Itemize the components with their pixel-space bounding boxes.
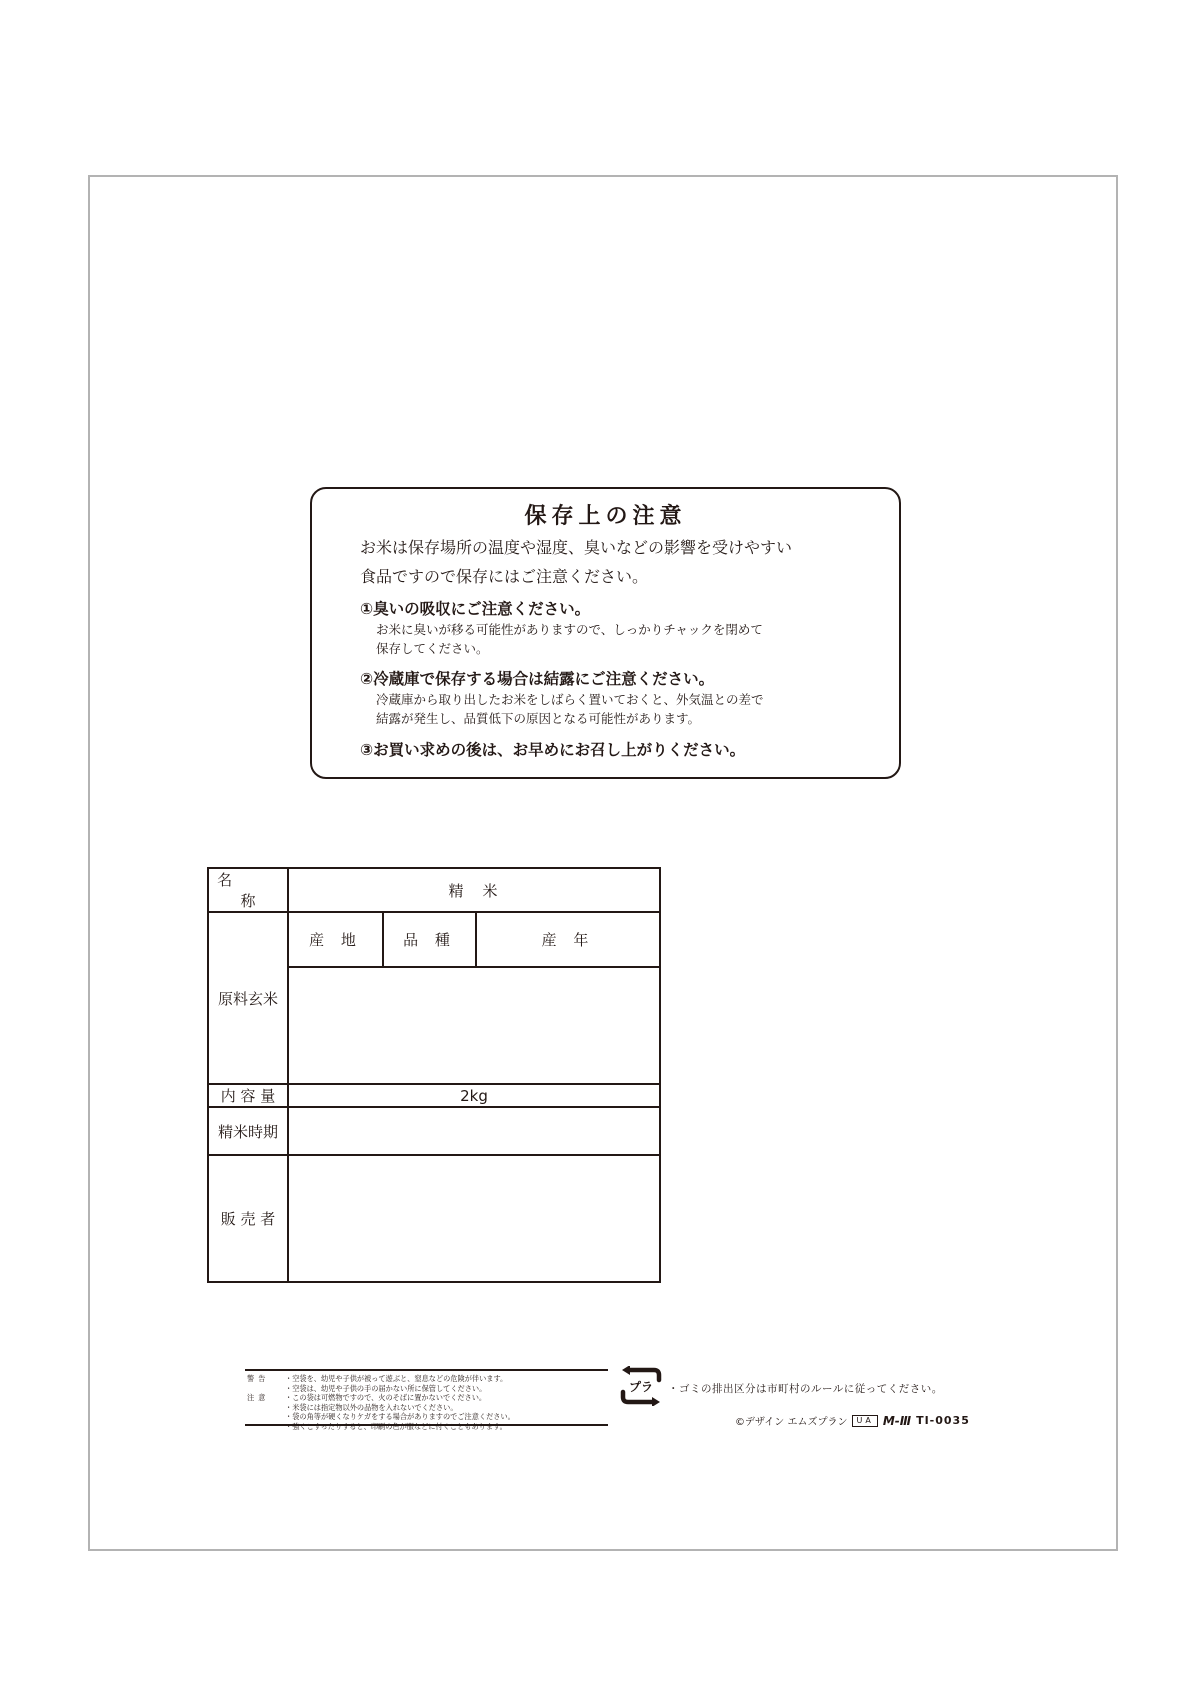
warning-line: ・強くこすったりすると、印刷の色が服などに付くこともあります。 xyxy=(285,1421,507,1431)
storage-notice-title: 保存上の注意 xyxy=(524,504,687,529)
notice-item-heading: ①臭いの吸収にご注意ください。 xyxy=(360,600,591,618)
genmai-column-variety: 品 種 xyxy=(383,913,476,967)
genmai-column-year: 産 年 xyxy=(476,913,659,967)
intro-line: お米は保存場所の温度や湿度、臭いなどの影響を受けやすい xyxy=(360,538,793,557)
name-label-char: 称 xyxy=(240,892,256,910)
design-credit xyxy=(735,1413,970,1428)
notice-item-body: 冷蔵庫から取り出したお米をしばらく置いておくと、外気温との差で xyxy=(376,692,764,707)
rice-label-table xyxy=(207,867,661,1283)
intro-line: 食品ですので保存にはご注意ください。 xyxy=(360,567,649,586)
warning-line: ・空袋を、幼児や子供が被って遊ぶと、窒息などの危険が伴います。 xyxy=(285,1374,508,1383)
warning-line: ・空袋は、幼児や子供の手の届かない所に保管してください。 xyxy=(285,1383,487,1393)
notice-item-heading: ②冷蔵庫で保存する場合は結露にご注意ください。 xyxy=(360,670,715,688)
warning-lines xyxy=(285,1374,607,1432)
warning-line: ・この袋は可燃物ですので、火のそばに置かないでください。 xyxy=(285,1393,487,1403)
storage-notice-box xyxy=(310,487,901,779)
seller-value xyxy=(288,1155,660,1282)
plastic-mark-text: プラ xyxy=(628,1380,654,1394)
genmai-columns xyxy=(289,913,659,968)
name-label xyxy=(208,868,288,912)
product-code: TI-0035 xyxy=(916,1414,970,1427)
notice-item-odor xyxy=(360,598,890,658)
genmai-label: 原料玄米 xyxy=(208,912,288,1084)
maker-mark: M-Ⅲ xyxy=(882,1413,912,1428)
notice-item-body: お米に臭いが移る可能性がありますので、しっかりチャックを閉めて xyxy=(376,622,763,637)
content-value: 2kg xyxy=(288,1084,660,1107)
notice-item-body: 保存してください。 xyxy=(376,641,489,656)
warning-label: 警告 xyxy=(247,1374,270,1383)
seller-label: 販 売 者 xyxy=(208,1155,288,1282)
genmai-column-origin: 産 地 xyxy=(289,913,383,967)
warning-block xyxy=(245,1369,608,1431)
notice-item-heading: ③お買い求めの後は、お早めにお召し上がりください。 xyxy=(360,741,746,759)
name-value: 精 米 xyxy=(288,868,660,912)
designer-credit: ©デザイン エムズプラン xyxy=(735,1417,848,1428)
caution-label: 注意 xyxy=(247,1393,270,1403)
plastic-recycle-icon xyxy=(620,1366,662,1406)
milling-date-value xyxy=(288,1107,660,1155)
genmai-value-area xyxy=(288,912,660,1084)
garbage-rule-text: ・ゴミの排出区分は市町村のルールに従ってください。 xyxy=(668,1383,943,1395)
warning-labels xyxy=(247,1374,281,1403)
bag-print-area xyxy=(88,175,1118,1551)
name-label-char: 名 xyxy=(217,871,233,889)
warning-line: ・袋の角等が硬くなりケガをする場合がありますのでご注意ください。 xyxy=(285,1412,515,1422)
storage-notice-intro xyxy=(360,533,890,591)
warning-line: ・米袋には指定物以外の品物を入れないでください。 xyxy=(285,1402,458,1412)
milling-date-label: 精米時期 xyxy=(208,1107,288,1155)
content-label: 内 容 量 xyxy=(208,1084,288,1107)
notice-item-condensation xyxy=(360,668,890,728)
ua-box-mark: UA xyxy=(852,1415,877,1427)
notice-item-consume-early xyxy=(360,739,890,761)
notice-item-body: 結露が発生し、品質低下の原因となる可能性があります。 xyxy=(376,711,701,726)
